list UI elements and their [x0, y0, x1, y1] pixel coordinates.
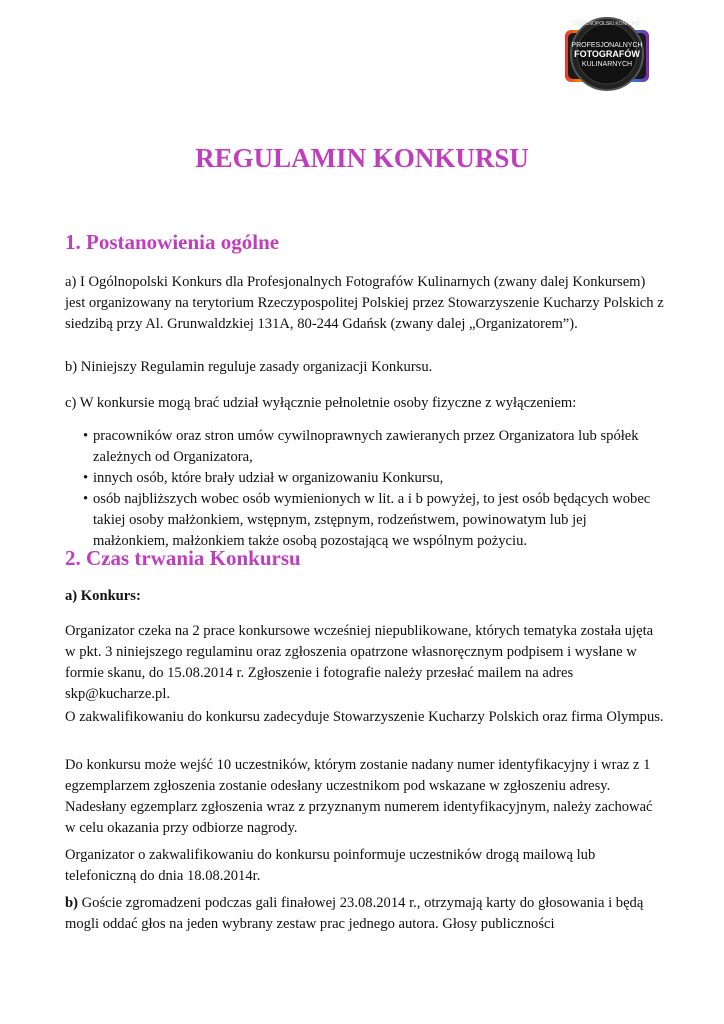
section-2-subheading-a: a) Konkurs: [65, 588, 141, 604]
logo-arc-text: OGÓLNOPOLSKI KONKURS [573, 21, 641, 27]
section-2-para-5 [65, 893, 665, 935]
list-item: osób najbliższych wobec osób wymienionych w lit. a i b powyżej, to jest osób będących wobec takiej osoby małżonkiem, wstępnym, zstępnym, rodzeństwem, powinowatym lub jej małżonkiem, małżonkiem także osobą pozostającą we wspólnym pożyciu. [93, 491, 651, 549]
section-1-heading: 1. Postanowienia ogólne [65, 230, 280, 254]
para-5-label: b) [65, 895, 78, 911]
logo-line-1: PROFESJONALNYCH [571, 42, 643, 49]
section-2-heading: 2. Czas trwania Konkursu [65, 546, 301, 570]
section-1-para-a: a) I Ogólnopolski Konkurs dla Profesjonalnych Fotografów Kulinarnych (zwany dalej Konkursem) jest organizowany na terytorium Rzeczypospolitej Polskiej przez Stowarzyszenie Kucharzy Polskich z siedzibą przy Al. Grunwaldzkiej 131A, 80-244 Gdańsk (zwany dalej „Organizatorem”). [65, 274, 664, 332]
list-item: pracowników oraz stron umów cywilnoprawnych zawieranych przez Organizatora lub spółek zależnych od Organizatora, [93, 428, 639, 465]
logo-line-2: FOTOGRAFÓW [574, 49, 640, 59]
para-5-text: Goście zgromadzeni podczas gali finałowej 23.08.2014 r., otrzymają karty do głosowania i będą mogli oddać głos na jeden wybrany zestaw prac jednego autora. Głosy publiczności [65, 895, 644, 932]
competition-logo [563, 14, 651, 92]
section-2-para-2: O zakwalifikowaniu do konkursu zadecyduje Stowarzyszenie Kucharzy Polskich oraz firma Olympus. [65, 709, 664, 725]
section-2-para-3: Do konkursu może wejść 10 uczestników, którym zostanie nadany numer identyfikacyjny i wraz z 1 egzemplarzem zgłoszenia zostanie odesłany uczestnikom pod wskazane w zgłoszeniu adresy. Nadesłany egzemplarz zgłoszenia wraz z przyznanym numerem identyfikacyjnym, należy zachować w celu okazania przy odbiorze nagrody. [65, 757, 653, 836]
document-title: REGULAMIN KONKURSU [195, 143, 529, 173]
exclusion-list [65, 426, 655, 552]
section-2-para-1: Organizator czeka na 2 prace konkursowe wcześniej niepublikowane, których tematyka została ujęta w pkt. 3 niniejszego regulaminu oraz zgłoszenia opatrzone własnoręcznym podpisem i wysłane w formie skanu, do 15.08.2014 r. Zgłoszenie i fotografie należy przesłać mailem na adres skp@kucharze.pl. [65, 623, 654, 702]
list-item: innych osób, które brały udział w organizowaniu Konkursu, [93, 470, 444, 486]
section-1-para-b: b) Niniejszy Regulamin reguluje zasady organizacji Konkursu. [65, 359, 433, 375]
section-1-para-c: c) W konkursie mogą brać udział wyłącznie pełnoletnie osoby fizyczne z wyłączeniem: [65, 395, 577, 411]
section-2-para-4: Organizator o zakwalifikowaniu do konkursu poinformuje uczestników drogą mailową lub telefoniczną do dnia 18.08.2014r. [65, 847, 596, 884]
logo-line-3: KULINARNYCH [581, 61, 633, 68]
